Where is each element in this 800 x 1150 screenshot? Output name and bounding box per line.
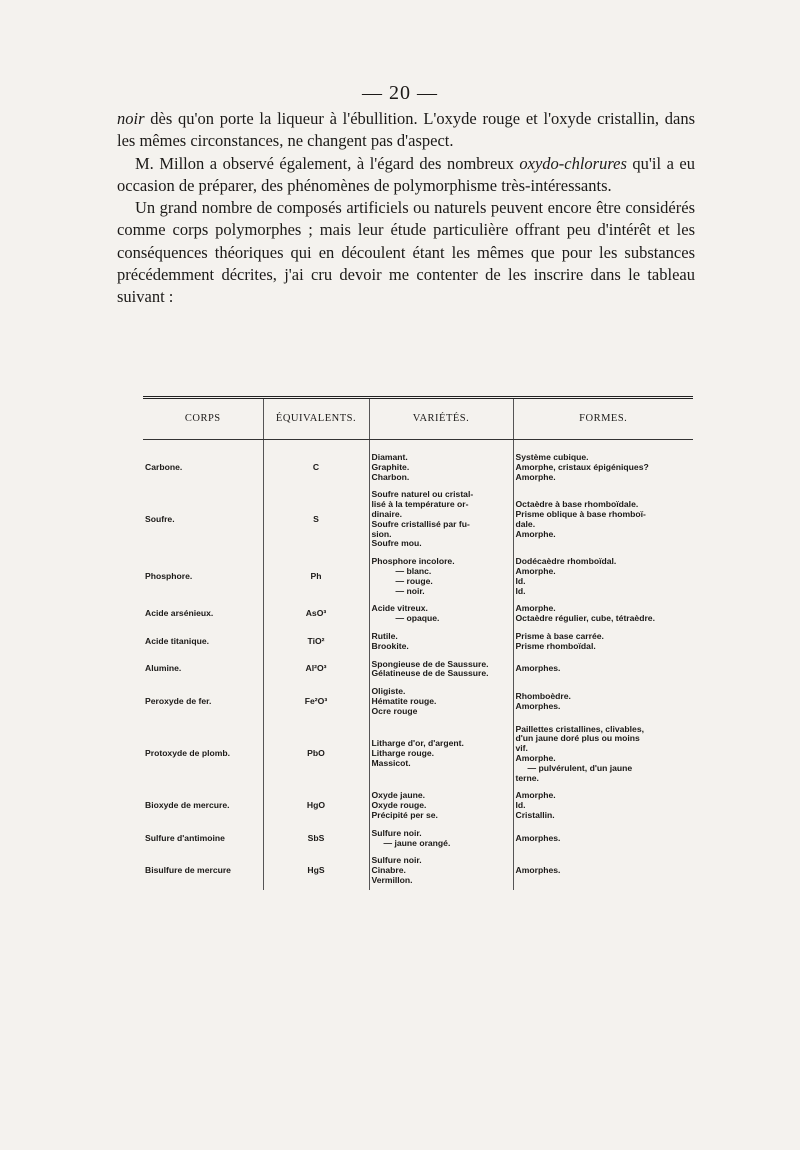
cell-formes-line: Prisme rhomboïdal.	[515, 640, 596, 651]
body-text	[117, 108, 695, 309]
cell-varietes	[369, 683, 513, 720]
cell-varietes	[369, 628, 513, 656]
cell-formes-line: Amorphes.	[515, 832, 561, 843]
cell-varietes	[369, 449, 513, 486]
cell-formes	[513, 600, 693, 628]
cell-varietes-line: Ocre rouge	[371, 705, 418, 716]
cell-varietes-line: — opaque.	[395, 613, 440, 624]
cell-formes	[513, 553, 693, 600]
table-row	[143, 825, 693, 853]
cell-equivalent: TiO²	[263, 628, 369, 656]
cell-formes-line: Amorphe.	[515, 471, 556, 482]
cell-corps: Phosphore.	[145, 570, 193, 581]
cell-varietes-line: Litharge d'or, d'argent.	[371, 738, 464, 749]
cell-varietes-line: Phosphore incolore.	[371, 556, 455, 567]
paragraph-2-italic: oxydo-chlorures	[519, 153, 627, 173]
cell-varietes-line: Brookite.	[371, 640, 409, 651]
cell-varietes	[369, 553, 513, 600]
cell-formes	[513, 656, 693, 684]
cell-formes-line: — pulvérulent, d'un jaune	[527, 762, 633, 773]
cell-formes-line: Amorphes.	[515, 700, 561, 711]
paragraph-1-text: dès qu'on porte la liqueur à l'ébullition. L'oxyde rouge et l'oxyde cristallin, dans les mêmes circonstances, ne changent pas d'aspect.	[117, 109, 695, 151]
cell-varietes-line: Massicot.	[371, 757, 411, 768]
cell-varietes-line: — rouge.	[395, 575, 433, 586]
cell-formes-line: Amorphe, cristaux épigéniques?	[515, 461, 649, 472]
cell-varietes-line: Charbon.	[371, 471, 410, 482]
cell-varietes-line: Soufre naturel ou cristal-	[371, 489, 474, 500]
cell-varietes-line: — noir.	[395, 585, 425, 596]
cell-formes-line: d'un jaune doré plus ou moins	[515, 733, 640, 744]
cell-equivalent: Al²O³	[263, 656, 369, 684]
cell-formes	[513, 852, 693, 889]
cell-formes	[513, 486, 693, 553]
cell-formes	[513, 683, 693, 720]
table-row	[143, 486, 693, 553]
cell-formes-line: Amorphes.	[515, 865, 561, 876]
cell-varietes-line: Rutile.	[371, 630, 398, 641]
cell-equivalent: Ph	[263, 553, 369, 600]
polymorph-table	[143, 396, 693, 939]
cell-equivalent: S	[263, 486, 369, 553]
cell-varietes-line: — blanc.	[395, 565, 432, 576]
cell-formes-line: Amorphe.	[515, 603, 556, 614]
cell-varietes	[369, 600, 513, 628]
cell-varietes-line: — jaune orangé.	[383, 837, 451, 848]
polymorph-table-grid	[143, 399, 693, 890]
cell-varietes-line: Acide vitreux.	[371, 603, 428, 614]
cell-equivalent: AsO³	[263, 600, 369, 628]
cell-formes-line: Paillettes cristallines, clivables,	[515, 723, 644, 734]
cell-varietes	[369, 656, 513, 684]
cell-formes-line: terne.	[515, 772, 539, 783]
cell-formes	[513, 628, 693, 656]
cell-equivalent: SbS	[263, 825, 369, 853]
paragraph-3: Un grand nombre de composés artificiels ou naturels peuvent encore être considérés comme corps polymorphes ; mais leur étude particulière offrant peu d'intérêt et les conséquences théoriques qui en découlent étant les mêmes que pour les substances précédemment décrites, j'ai cru devoir me contenter de les inscrire dans le tableau suivant :	[117, 198, 695, 307]
cell-formes-line: Id.	[515, 575, 526, 586]
cell-formes-line: vif.	[515, 743, 528, 754]
cell-varietes-line: Cinabre.	[371, 865, 406, 876]
paragraph-2-start: M. Millon a observé également, à l'égard des nombreux	[135, 153, 520, 173]
header-equivalents: ÉQUIVALENTS.	[263, 399, 369, 440]
table-row	[143, 683, 693, 720]
header-formes: FORMES.	[513, 399, 693, 440]
table-header-row	[143, 399, 693, 440]
cell-formes-line: Prisme oblique à base rhomboï-	[515, 508, 646, 519]
cell-corps: Sulfure d'antimoine	[145, 832, 225, 843]
header-corps: CORPS	[143, 399, 263, 440]
cell-varietes-line: Soufre mou.	[371, 538, 422, 549]
table-row	[143, 600, 693, 628]
paragraph-1	[117, 108, 695, 153]
paragraph-2	[117, 153, 695, 198]
cell-varietes-line: lisé à la température or-	[371, 499, 469, 510]
cell-formes-line: Amorphe.	[515, 528, 556, 539]
cell-varietes	[369, 787, 513, 824]
cell-varietes-line: Précipité per se.	[371, 809, 438, 820]
cell-varietes	[369, 486, 513, 553]
table-body	[143, 440, 693, 890]
cell-varietes	[369, 852, 513, 889]
cell-varietes-line: Oxyde jaune.	[371, 790, 425, 801]
cell-equivalent: C	[263, 449, 369, 486]
table-row	[143, 656, 693, 684]
cell-corps: Carbone.	[145, 461, 183, 472]
table-row	[143, 553, 693, 600]
cell-formes-line: Octaèdre régulier, cube, tétraèdre.	[515, 613, 655, 624]
cell-varietes-line: Vermillon.	[371, 874, 413, 885]
cell-formes-line: Amorphe.	[515, 565, 556, 576]
table-row	[143, 721, 693, 788]
cell-varietes	[369, 825, 513, 853]
cell-varietes-line: Litharge rouge.	[371, 748, 435, 759]
cell-varietes-line: sion.	[371, 528, 392, 539]
cell-varietes-line: Sulfure noir.	[371, 827, 422, 838]
cell-formes-line: Dodécaèdre rhomboïdal.	[515, 556, 617, 567]
cell-varietes-line: Soufre cristallisé par fu-	[371, 518, 470, 529]
cell-corps: Protoxyde de plomb.	[145, 748, 230, 759]
cell-formes-line: Amorphe.	[515, 752, 556, 763]
cell-formes-line: Prisme à base carrée.	[515, 630, 604, 641]
cell-formes-line: Id.	[515, 800, 526, 811]
cell-varietes-line: Diamant.	[371, 452, 408, 462]
cell-equivalent: HgO	[263, 787, 369, 824]
cell-formes-line: dale.	[515, 518, 536, 529]
page-number: — 20 —	[362, 82, 438, 104]
cell-formes	[513, 449, 693, 486]
cell-varietes-line: Gélatineuse de de Saussure.	[371, 668, 489, 679]
cell-corps: Acide arsénieux.	[145, 608, 214, 619]
cell-corps: Bisulfure de mercure	[145, 865, 231, 876]
paragraph-1-italic-start: noir	[117, 109, 145, 128]
table-row	[143, 852, 693, 889]
cell-formes-line: Amorphes.	[515, 663, 561, 674]
cell-formes-line: Octaèdre à base rhomboïdale.	[515, 499, 639, 510]
cell-varietes-line: Spongieuse de de Saussure.	[371, 658, 489, 669]
cell-formes	[513, 721, 693, 788]
table-row	[143, 449, 693, 486]
cell-varietes-line: Sulfure noir.	[371, 855, 422, 866]
cell-corps: Peroxyde de fer.	[145, 695, 212, 706]
cell-corps: Soufre.	[145, 513, 175, 524]
cell-equivalent: Fe²O³	[263, 683, 369, 720]
cell-formes	[513, 787, 693, 824]
cell-formes-line: Rhomboèdre.	[515, 691, 571, 702]
cell-corps: Alumine.	[145, 663, 182, 674]
cell-varietes-line: Oligiste.	[371, 686, 406, 697]
cell-equivalent: HgS	[263, 852, 369, 889]
cell-equivalent: PbO	[263, 721, 369, 788]
paragraph-2-end: qu'il a eu occasion de préparer, des phénomènes de polymorphisme très-intéressants.	[117, 153, 695, 195]
table-row	[143, 787, 693, 824]
cell-varietes-line: Graphite.	[371, 461, 410, 472]
cell-varietes-line: dinaire.	[371, 508, 403, 519]
cell-corps: Acide titanique.	[145, 635, 209, 646]
cell-varietes-line: Oxyde rouge.	[371, 800, 427, 811]
cell-formes-line: Système cubique.	[515, 452, 589, 462]
cell-formes-line: Id.	[515, 585, 526, 596]
header-varietes: VARIÉTÉS.	[369, 399, 513, 440]
cell-varietes-line: Hématite rouge.	[371, 695, 437, 706]
cell-corps: Bioxyde de mercure.	[145, 800, 230, 811]
cell-varietes	[369, 721, 513, 788]
table-row	[143, 628, 693, 656]
cell-formes-line: Cristallin.	[515, 809, 555, 820]
cell-formes-line: Amorphe.	[515, 790, 556, 801]
cell-formes	[513, 825, 693, 853]
